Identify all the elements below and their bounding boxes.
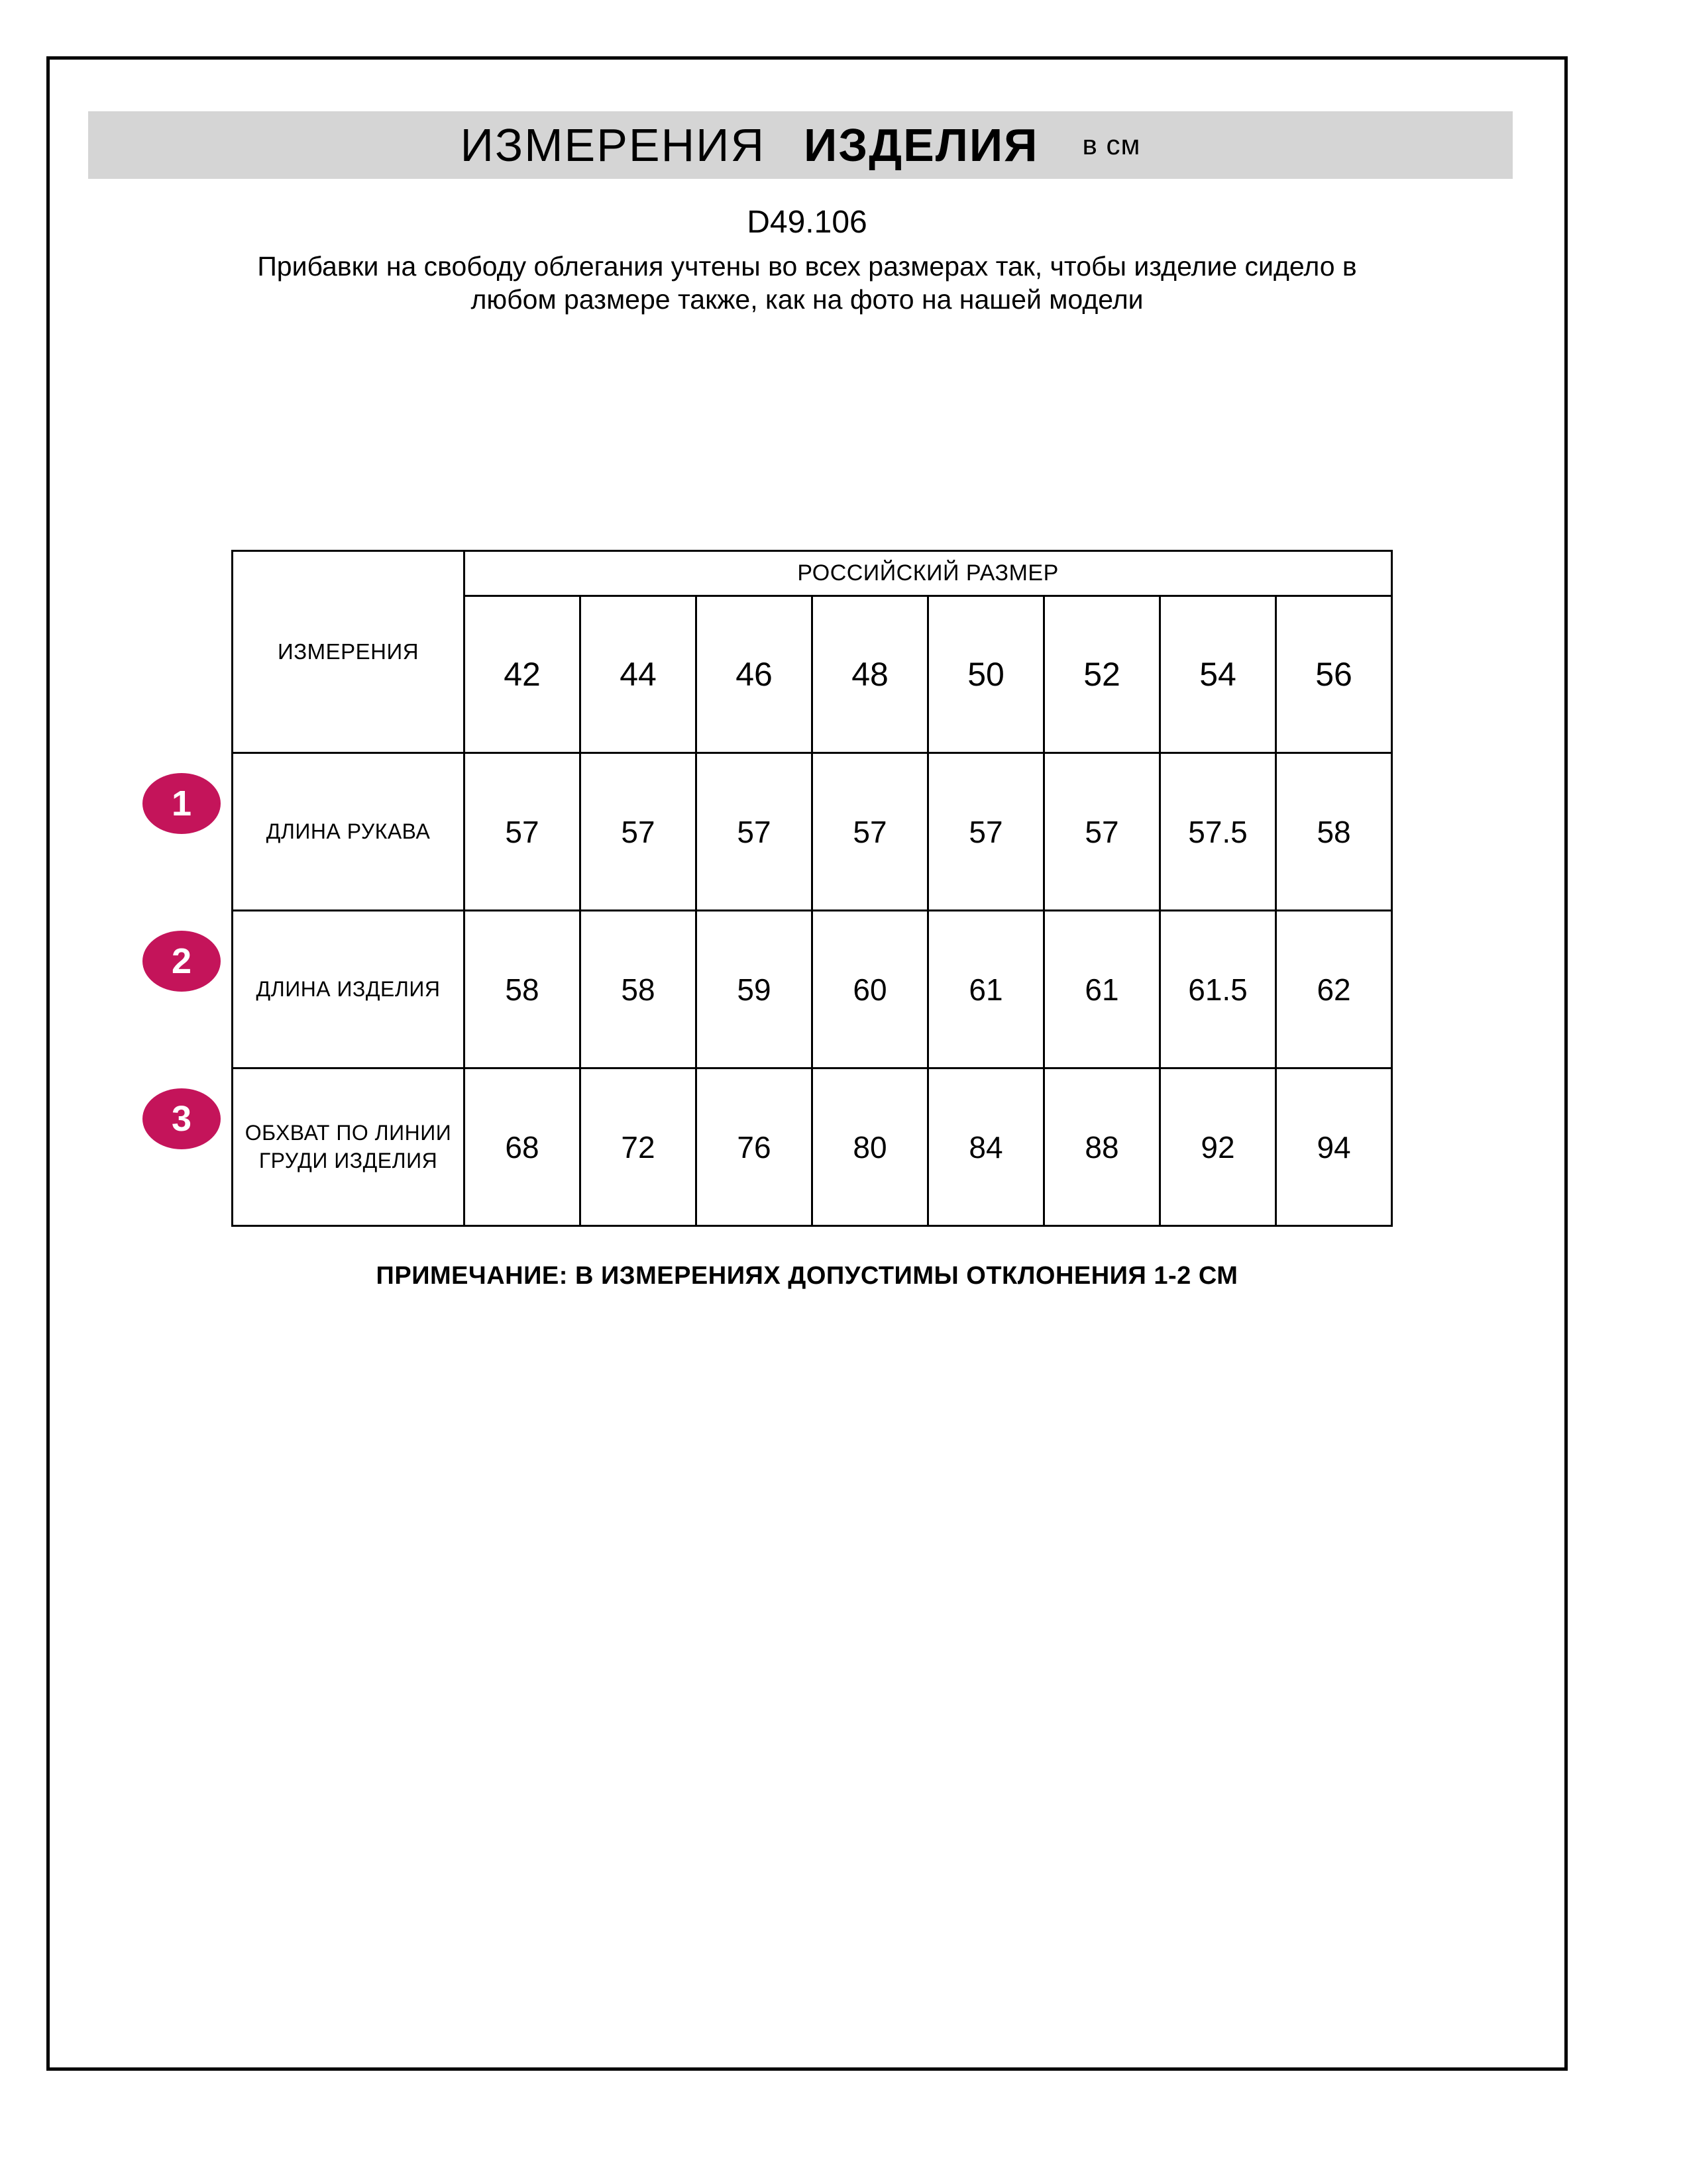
size-header-cell: 56 <box>1276 596 1392 753</box>
row-value: 57 <box>464 753 580 911</box>
size-header-cell: 52 <box>1044 596 1160 753</box>
row-value: 61 <box>928 911 1044 1068</box>
row-value: 88 <box>1044 1068 1160 1226</box>
row-value: 57.5 <box>1160 753 1276 911</box>
row-value: 58 <box>1276 753 1392 911</box>
size-header-cell: 42 <box>464 596 580 753</box>
size-chart-page <box>46 56 1568 2071</box>
row-value: 72 <box>580 1068 696 1226</box>
row-value: 57 <box>812 753 928 911</box>
row-value: 57 <box>696 753 812 911</box>
row-bullet-2: 2 <box>142 931 221 992</box>
row-value: 76 <box>696 1068 812 1226</box>
article-code: D49.106 <box>747 205 867 240</box>
size-header-cell: 46 <box>696 596 812 753</box>
row-value: 61.5 <box>1160 911 1276 1068</box>
row-value: 59 <box>696 911 812 1068</box>
row-value: 61 <box>1044 911 1160 1068</box>
size-table-wrap <box>231 550 1391 1227</box>
row-value: 94 <box>1276 1068 1392 1226</box>
row-value: 62 <box>1276 911 1392 1068</box>
size-header-cell: 48 <box>812 596 928 753</box>
row-label: ДЛИНА ИЗДЕЛИЯ <box>233 911 464 1068</box>
title-band <box>88 111 1513 179</box>
title-product: ИЗДЕЛИЯ <box>804 119 1039 171</box>
measurement-tolerance-note: ПРИМЕЧАНИЕ: В ИЗМЕРЕНИЯХ ДОПУСТИМЫ ОТКЛОНЕНИЯ 1-2 СМ <box>376 1262 1238 1290</box>
row-bullet-1: 1 <box>142 773 221 834</box>
size-table <box>231 550 1393 1227</box>
row-bullet-3: 3 <box>142 1088 221 1149</box>
row-value: 80 <box>812 1068 928 1226</box>
row-value: 57 <box>1044 753 1160 911</box>
title-measurements: ИЗМЕРЕНИЯ <box>460 119 766 171</box>
row-value: 58 <box>464 911 580 1068</box>
row-value: 68 <box>464 1068 580 1226</box>
row-value: 57 <box>580 753 696 911</box>
header-measurements-label: ИЗМЕРЕНИЯ <box>233 551 464 753</box>
size-header-cell: 44 <box>580 596 696 753</box>
row-value: 84 <box>928 1068 1044 1226</box>
title-unit: в см <box>1082 129 1141 160</box>
table-header-region-row <box>233 551 1392 596</box>
article-description: Прибавки на свободу облегания учтены во всех размерах так, чтобы изделие сидело в любом размере также, как на фото на нашей модели <box>257 251 1357 315</box>
size-header-cell: 54 <box>1160 596 1276 753</box>
row-value: 58 <box>580 911 696 1068</box>
table-row <box>233 753 1392 911</box>
table-row <box>233 911 1392 1068</box>
table-row <box>233 1068 1392 1226</box>
header-region-label: РОССИЙСКИЙ РАЗМЕР <box>464 551 1392 596</box>
row-value: 92 <box>1160 1068 1276 1226</box>
row-value: 60 <box>812 911 928 1068</box>
row-label: ДЛИНА РУКАВА <box>233 753 464 911</box>
size-header-cell: 50 <box>928 596 1044 753</box>
row-value: 57 <box>928 753 1044 911</box>
row-label: ОБХВАТ ПО ЛИНИИ ГРУДИ ИЗДЕЛИЯ <box>233 1068 464 1226</box>
